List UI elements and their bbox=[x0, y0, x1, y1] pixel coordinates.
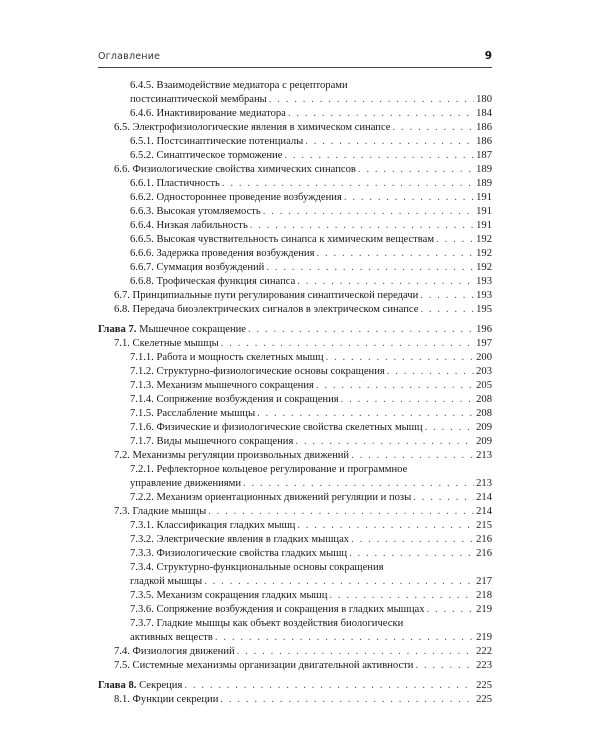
toc-entry-text: Инактивирование медиатора bbox=[156, 108, 286, 119]
toc-entry-number: 7.3.6. bbox=[130, 604, 154, 615]
toc-entry-title bbox=[130, 177, 220, 191]
toc-entry[interactable] bbox=[130, 365, 492, 379]
toc-page-number: 191 bbox=[476, 220, 492, 231]
toc-entry-text: Синаптическое торможение bbox=[156, 150, 283, 161]
toc-entry-number: 7.3.3. bbox=[130, 548, 154, 559]
toc-entry[interactable] bbox=[130, 93, 492, 107]
toc-entry-title bbox=[130, 219, 248, 233]
dot-leader bbox=[237, 645, 474, 659]
dot-leader bbox=[297, 275, 474, 289]
toc-entry[interactable] bbox=[130, 275, 492, 289]
toc-page-number: 192 bbox=[476, 234, 492, 245]
dot-leader bbox=[415, 659, 474, 673]
dot-leader bbox=[295, 435, 474, 449]
toc-entry-number: 8.1. bbox=[114, 694, 130, 705]
toc-entry[interactable] bbox=[130, 477, 492, 491]
toc-entry-number: 7.3.1. bbox=[130, 520, 154, 531]
toc-entry-title bbox=[130, 247, 314, 261]
toc-entry[interactable] bbox=[130, 351, 492, 365]
toc-entry[interactable] bbox=[114, 289, 492, 303]
toc-entry-number: 6.5.2. bbox=[130, 150, 154, 161]
toc-entry-text: Высокая чувствительность синапса к химическим веществам bbox=[156, 234, 435, 245]
toc-entry-number: 7.1. bbox=[114, 338, 130, 349]
toc-entry-title bbox=[130, 379, 314, 393]
toc-entry-number: 6.6.6. bbox=[130, 248, 154, 259]
toc-entry-text: Физиологические свойства химических синапсов bbox=[132, 164, 356, 175]
toc-entry-text: Механизм мышечного сокращения bbox=[156, 380, 314, 391]
toc-entry-number: 7.1.3. bbox=[130, 380, 154, 391]
toc-entry-text: Секреция bbox=[139, 680, 183, 691]
toc-entry-title bbox=[130, 421, 423, 435]
toc-entry[interactable] bbox=[114, 121, 492, 135]
toc-entry[interactable] bbox=[130, 107, 492, 121]
toc-entry[interactable] bbox=[130, 435, 492, 449]
dot-leader bbox=[329, 589, 474, 603]
toc-entry-title bbox=[130, 205, 261, 219]
toc-entry-number: 7.1.6. bbox=[130, 422, 154, 433]
dot-leader bbox=[248, 323, 474, 337]
toc-entry-text: Механизм ориентационных движений регуляции и позы bbox=[156, 492, 412, 503]
dot-leader bbox=[266, 261, 474, 275]
toc-entry-number: 6.4.6. bbox=[130, 108, 154, 119]
toc-entry-text: Работа и мощность скелетных мышц bbox=[156, 352, 324, 363]
toc-entry-number: 6.6.5. bbox=[130, 234, 154, 245]
toc-entry-number: 7.1.7. bbox=[130, 436, 154, 447]
toc-entry-text: Электрофизиологические явления в химическом синапсе bbox=[132, 122, 391, 133]
toc-entry-title bbox=[114, 337, 219, 351]
toc-entry[interactable] bbox=[114, 645, 492, 659]
toc-page-number: 219 bbox=[476, 604, 492, 615]
dot-leader bbox=[436, 233, 474, 247]
toc-entry-text: Передача биоэлектрических сигналов в электрическом синапсе bbox=[132, 304, 419, 315]
dot-leader bbox=[269, 93, 474, 107]
toc-entry[interactable] bbox=[130, 631, 492, 645]
toc-entry[interactable] bbox=[130, 379, 492, 393]
toc-entry[interactable] bbox=[130, 491, 492, 505]
toc-entry[interactable] bbox=[130, 205, 492, 219]
dot-leader bbox=[427, 603, 474, 617]
toc-page-number: 180 bbox=[476, 94, 492, 105]
toc-entry-text: Низкая лабильность bbox=[156, 220, 248, 231]
toc-entry[interactable] bbox=[130, 393, 492, 407]
toc-entry-number: 7.3.7. bbox=[130, 618, 154, 629]
toc-page-number: 209 bbox=[476, 436, 492, 447]
toc-entry-line bbox=[130, 617, 403, 631]
toc-entry[interactable] bbox=[130, 233, 492, 247]
toc-entry[interactable] bbox=[130, 219, 492, 233]
toc-entry[interactable] bbox=[130, 261, 492, 275]
toc-entry-text: Физиология движений bbox=[132, 646, 235, 657]
toc-entry-text: Сопряжение возбуждения и сокращения bbox=[156, 394, 339, 405]
toc-page-number: 203 bbox=[476, 366, 492, 377]
toc-entry-title bbox=[130, 407, 255, 421]
toc-entry-text: Классификация гладких мышц bbox=[156, 520, 296, 531]
dot-leader bbox=[420, 303, 474, 317]
toc-entry-text: Структурно-физиологические основы сокращения bbox=[156, 366, 385, 377]
toc-page-number: 196 bbox=[476, 324, 492, 335]
dot-leader bbox=[344, 191, 474, 205]
toc-entry[interactable] bbox=[98, 323, 492, 337]
toc-page-number: 184 bbox=[476, 108, 492, 119]
toc-entry-text: Гладкие мышцы bbox=[132, 506, 207, 517]
toc-entry-text: Одностороннее проведение возбуждения bbox=[156, 192, 342, 203]
toc-entry-title bbox=[130, 533, 349, 547]
dot-leader bbox=[351, 533, 474, 547]
toc-page-number: 193 bbox=[476, 290, 492, 301]
toc-entry-number: 6.6.1. bbox=[130, 178, 154, 189]
toc-entry-number: 7.1.2. bbox=[130, 366, 154, 377]
toc-entry-number: 6.6.2. bbox=[130, 192, 154, 203]
toc-entry-text: Суммация возбуждений bbox=[156, 262, 265, 273]
toc-entry-text: Сопряжение возбуждения и сокращения в гладких мышцах bbox=[156, 604, 425, 615]
dot-leader bbox=[297, 519, 474, 533]
toc-entry[interactable] bbox=[114, 303, 492, 317]
dot-leader bbox=[204, 575, 474, 589]
dot-leader bbox=[413, 491, 474, 505]
page-number: 9 bbox=[484, 50, 492, 62]
toc-entry[interactable] bbox=[130, 547, 492, 561]
toc-entry-title bbox=[114, 121, 391, 135]
toc-entry-number: 7.2.1. bbox=[130, 464, 154, 475]
toc-entry-title bbox=[130, 589, 327, 603]
dot-leader bbox=[250, 219, 474, 233]
toc-entry-text: Принципиальные пути регулирования синаптической передачи bbox=[132, 290, 419, 301]
toc-entry-line bbox=[130, 463, 407, 477]
dot-leader bbox=[326, 351, 474, 365]
toc-page-number: 186 bbox=[476, 136, 492, 147]
dot-leader bbox=[221, 337, 474, 351]
toc-entry-title bbox=[130, 435, 293, 449]
toc-entry-number: 6.6. bbox=[114, 164, 130, 175]
toc-entry-title bbox=[114, 505, 206, 519]
toc-page-number: 218 bbox=[476, 590, 492, 601]
toc-page-number: 225 bbox=[476, 694, 492, 705]
toc-page-number: 200 bbox=[476, 352, 492, 363]
toc-entry-title bbox=[98, 323, 246, 337]
dot-leader bbox=[358, 163, 474, 177]
toc-page-number: 209 bbox=[476, 422, 492, 433]
toc-entry-title bbox=[130, 107, 286, 121]
toc-entry-number: 6.6.3. bbox=[130, 206, 154, 217]
dot-leader bbox=[215, 631, 474, 645]
dot-leader bbox=[263, 205, 474, 219]
toc-entry-title-continuation: управление движениями bbox=[130, 478, 242, 489]
dot-leader bbox=[393, 121, 475, 135]
toc-entry-title: Взаимодействие медиатора с рецепторами bbox=[156, 80, 348, 91]
toc-entry-title bbox=[130, 135, 303, 149]
toc-entry-title bbox=[130, 393, 339, 407]
toc-entry-number: 7.1.5. bbox=[130, 408, 154, 419]
toc-entry[interactable] bbox=[114, 505, 492, 519]
toc-page-number: 208 bbox=[476, 408, 492, 419]
toc-entry-text: Пластичность bbox=[156, 178, 220, 189]
toc-entry-number: 7.4. bbox=[114, 646, 130, 657]
dot-leader bbox=[316, 247, 474, 261]
toc-entry-text: Физические и физиологические свойства скелетных мышц bbox=[156, 422, 423, 433]
toc-entry-title-continuation: активных веществ bbox=[130, 632, 213, 643]
toc-entry-title bbox=[114, 303, 418, 317]
toc-entry-number: 6.6.4. bbox=[130, 220, 154, 231]
toc-entry-title bbox=[130, 233, 434, 247]
toc-entry[interactable] bbox=[130, 247, 492, 261]
dot-leader bbox=[305, 135, 474, 149]
toc-entry-title bbox=[114, 163, 356, 177]
dot-leader bbox=[420, 289, 474, 303]
toc-entry-text: Скелетные мышцы bbox=[132, 338, 219, 349]
dot-leader bbox=[387, 365, 474, 379]
toc-entry-number: 7.1.4. bbox=[130, 394, 154, 405]
dot-leader bbox=[220, 693, 474, 707]
toc-page-number: 189 bbox=[476, 178, 492, 189]
toc-entry-text: Задержка проведения возбуждения bbox=[156, 248, 315, 259]
toc-entry-title bbox=[130, 519, 295, 533]
toc-entry[interactable] bbox=[130, 135, 492, 149]
toc-entry-number: 7.3. bbox=[114, 506, 130, 517]
toc-page-number: 195 bbox=[476, 304, 492, 315]
toc-entry-text: Электрические явления в гладких мышцах bbox=[156, 534, 350, 545]
toc-entry-text: Виды мышечного сокращения bbox=[156, 436, 294, 447]
toc-entry[interactable] bbox=[130, 421, 492, 435]
toc-entry-number: 6.5. bbox=[114, 122, 130, 133]
dot-leader bbox=[284, 149, 474, 163]
toc-entry-title bbox=[114, 659, 413, 673]
toc-entry-text: Механизмы регуляции произвольных движений bbox=[132, 450, 350, 461]
toc-page-number: 192 bbox=[476, 262, 492, 273]
toc-entry-title bbox=[114, 289, 418, 303]
toc-page-number: 213 bbox=[476, 478, 492, 489]
toc-entry[interactable] bbox=[130, 589, 492, 603]
dot-leader bbox=[222, 177, 474, 191]
toc-entry-number: 7.3.5. bbox=[130, 590, 154, 601]
dot-leader bbox=[257, 407, 474, 421]
toc-entry-number: 7.2.2. bbox=[130, 492, 154, 503]
toc-page-number: 223 bbox=[476, 660, 492, 671]
toc-entry[interactable] bbox=[114, 163, 492, 177]
dot-leader bbox=[288, 107, 474, 121]
toc-entry-text: Трофическая функция синапса bbox=[156, 276, 296, 287]
toc-entry-title: Гладкие мышцы как объект воздействия биологически bbox=[156, 618, 404, 629]
toc-entry-title bbox=[130, 491, 411, 505]
toc-entry[interactable] bbox=[98, 679, 492, 693]
toc-entry-title bbox=[130, 547, 347, 561]
toc-page-number: 215 bbox=[476, 520, 492, 531]
toc-page-number: 187 bbox=[476, 150, 492, 161]
toc-entry[interactable] bbox=[130, 191, 492, 205]
toc-page-number: 197 bbox=[476, 338, 492, 349]
toc-entry-number: 6.5.1. bbox=[130, 136, 154, 147]
toc-entry-title bbox=[114, 693, 218, 707]
chapter-label: Глава 8. bbox=[98, 680, 137, 691]
toc-entry-text: Мышечное сокращение bbox=[139, 324, 247, 335]
toc-entry-number: 6.8. bbox=[114, 304, 130, 315]
toc-entry-title bbox=[130, 603, 425, 617]
toc-entry-number: 6.6.8. bbox=[130, 276, 154, 287]
toc-entry-number: 7.3.4. bbox=[130, 562, 154, 573]
toc-page-number: 186 bbox=[476, 122, 492, 133]
dot-leader bbox=[316, 379, 474, 393]
toc-entry-text: Механизм сокращения гладких мышц bbox=[156, 590, 328, 601]
dot-leader bbox=[349, 547, 474, 561]
toc-page-number: 208 bbox=[476, 394, 492, 405]
toc-page-number: 191 bbox=[476, 192, 492, 203]
toc-entry-line bbox=[130, 79, 348, 93]
toc-entry-title bbox=[130, 261, 264, 275]
toc-entry[interactable] bbox=[130, 519, 492, 533]
toc-entry-title bbox=[114, 449, 349, 463]
toc-entry[interactable] bbox=[114, 659, 492, 673]
toc-page-number: 192 bbox=[476, 248, 492, 259]
toc-entry-title bbox=[130, 149, 282, 163]
toc-entry-number: 6.7. bbox=[114, 290, 130, 301]
toc-entry-line bbox=[130, 561, 384, 575]
toc-page-number: 193 bbox=[476, 276, 492, 287]
dot-leader bbox=[243, 477, 474, 491]
toc-entry-number: 7.2. bbox=[114, 450, 130, 461]
header-title: Оглавление bbox=[98, 51, 161, 62]
toc-entry-text: Постсинаптические потенциалы bbox=[156, 136, 304, 147]
toc-page-number: 217 bbox=[476, 576, 492, 587]
toc-page-number: 213 bbox=[476, 450, 492, 461]
toc-page-number: 189 bbox=[476, 164, 492, 175]
toc-entry-title: Рефлекторное кольцевое регулирование и программное bbox=[156, 464, 408, 475]
dot-leader bbox=[351, 449, 474, 463]
toc-entry-number: 7.1.1. bbox=[130, 352, 154, 363]
toc-entry[interactable] bbox=[114, 449, 492, 463]
toc-page-number: 205 bbox=[476, 380, 492, 391]
toc-entry[interactable] bbox=[130, 603, 492, 617]
toc-entry[interactable] bbox=[130, 533, 492, 547]
chapter-label: Глава 7. bbox=[98, 324, 137, 335]
toc-entry[interactable] bbox=[114, 337, 492, 351]
toc-entry-text: Функции секреции bbox=[132, 694, 219, 705]
toc-entry-title: Структурно-функциональные основы сокращения bbox=[156, 562, 384, 573]
toc-entry[interactable] bbox=[130, 149, 492, 163]
toc-entry-text: Высокая утомляемость bbox=[156, 206, 261, 217]
dot-leader bbox=[425, 421, 474, 435]
toc-entry[interactable] bbox=[130, 575, 492, 589]
toc-page-number: 216 bbox=[476, 548, 492, 559]
toc-page-number: 216 bbox=[476, 534, 492, 545]
toc-entry-number: 6.6.7. bbox=[130, 262, 154, 273]
toc-entry[interactable] bbox=[114, 693, 492, 707]
toc-page-number: 225 bbox=[476, 680, 492, 691]
toc-page-number: 191 bbox=[476, 206, 492, 217]
toc-entry-number: 6.4.5. bbox=[130, 80, 154, 91]
toc-entry-title bbox=[98, 679, 182, 693]
toc-entry-title-continuation: гладкой мышцы bbox=[130, 576, 203, 587]
toc-entry-title bbox=[130, 191, 342, 205]
toc-page-number: 222 bbox=[476, 646, 492, 657]
toc-entry-title-continuation: постсинаптической мембраны bbox=[130, 94, 267, 105]
toc-page-number: 214 bbox=[476, 492, 492, 503]
toc-entry-title bbox=[130, 365, 385, 379]
toc-entry-title bbox=[130, 275, 295, 289]
toc-entry-title bbox=[130, 351, 324, 365]
dot-leader bbox=[208, 505, 474, 519]
toc-entry-text: Системные механизмы организации двигательной активности bbox=[132, 660, 414, 671]
toc-entry[interactable] bbox=[130, 177, 492, 191]
toc-entry-text: Физиологические свойства гладких мышц bbox=[156, 548, 348, 559]
toc-page-number: 214 bbox=[476, 506, 492, 517]
dot-leader bbox=[184, 679, 474, 693]
toc-entry-number: 7.3.2. bbox=[130, 534, 154, 545]
dot-leader bbox=[341, 393, 474, 407]
toc-entry-title bbox=[114, 645, 235, 659]
toc-entry[interactable] bbox=[130, 407, 492, 421]
toc-entry-text: Расслабление мышцы bbox=[156, 408, 256, 419]
toc-entry-number: 7.5. bbox=[114, 660, 130, 671]
toc-page-number: 219 bbox=[476, 632, 492, 643]
